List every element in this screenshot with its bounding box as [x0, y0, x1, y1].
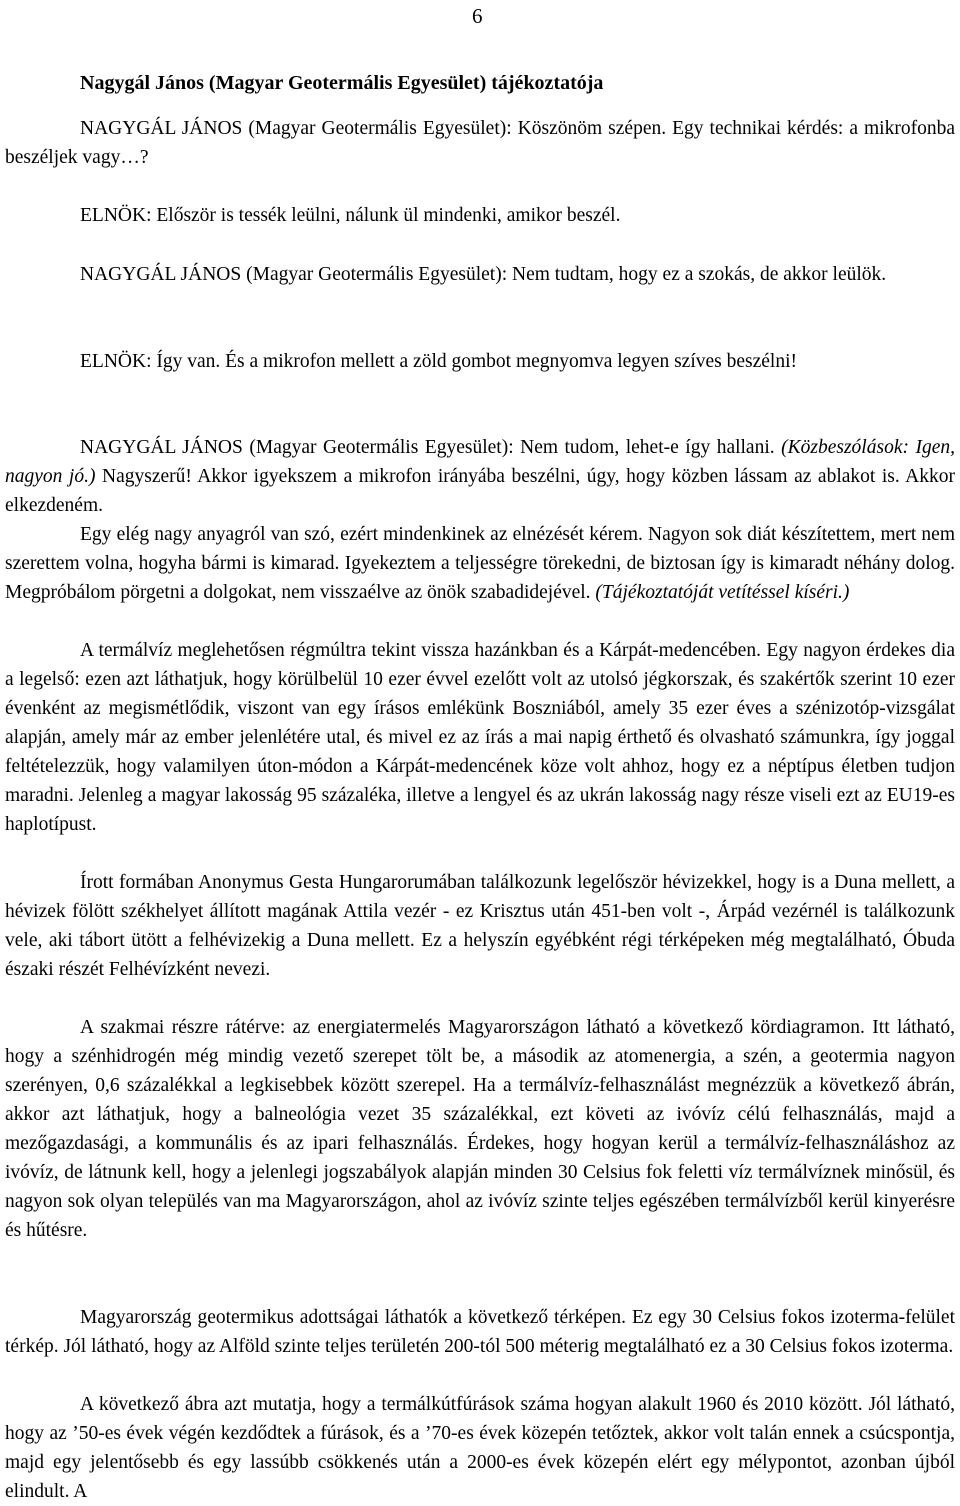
section-heading: Nagygál János (Magyar Geotermális Egyesület) tájékoztatója — [80, 72, 604, 94]
paragraph-5 — [5, 433, 955, 520]
paragraph-5-text-b: Nagyszerű! Akkor igyekszem a mikrofon irányába beszélni, úgy, hogy közben lássam az ablakot is. Akkor elkezdeném. — [5, 466, 955, 516]
paragraph-3: NAGYGÁL JÁNOS (Magyar Geotermális Egyesület): Nem tudtam, hogy ez a szokás, de akkor leülök. — [80, 264, 887, 285]
paragraph-9: A szakmai részre rátérve: az energiatermelés Magyarországon látható a következő kördiagramon. Itt látható, hogy a szénhidrogén még mindig vezető szerepet tölt be, a második az atomenergia, a szén, a geotermia nagyon szerényen, 0,6 százalékkal a legkisebbek között szerepel. Ha a termálvíz-felhasználást megnézzük a következő ábrán, akkor azt láthatjuk, hogy a balneológia vezet 35 százalékkal, ezt követi az ivóvíz célú felhasználás, majd a mezőgazdasági, a kommunális és az ipari felhasználás. Érdekes, hogy hogyan kerül a termálvíz-felhasználáshoz az ivóvíz, de látnunk kell, hogy a jelenlegi jogszabályok alapján minden 30 Celsius fok feletti víz termálvíznek minősül, és nagyon sok olyan település van ma Magyarországon, ahol az ivóvíz szinte teljes egészében termálvízből kerül kinyerésre és hűtésre. — [5, 1017, 955, 1241]
paragraph-1: NAGYGÁL JÁNOS (Magyar Geotermális Egyesület): Köszönöm szépen. Egy technikai kérdés: a mikrofonba beszéljek vagy…? — [5, 118, 955, 168]
paragraph-2: ELNÖK: Először is tessék leülni, nálunk ül mindenki, amikor beszél. — [80, 205, 621, 226]
paragraph-7: A termálvíz meglehetősen régmúltra tekint vissza hazánkban és a Kárpát-medencében. Egy nagyon érdekes dia a legelső: ezen azt láthatjuk, hogy körülbelül 10 ezer évvel ezelőtt volt az utolsó jégkorszak, és szakértők szerint 10 ezer évenként az megismétlődik, viszont van egy írásos emlékünk Boszniából, amely 35 ezer éves a szénizotóp-vizsgálat alapján, amely már az ember jelenlétére utal, és mivel ez az írás a mai napig érthető és olvasható számunkra, így joggal feltételezzük, hogy valamilyen úton-módon a Kárpát-medencének köze volt ahhoz, hogy ez a néptípus életben tudjon maradni. Jelenleg a magyar lakosság 95 százaléka, illetve a lengyel és az ukrán lakosság nagy része viseli ezt az EU19-es haplotípust. — [5, 640, 955, 835]
paragraph-4: ELNÖK: Így van. És a mikrofon mellett a zöld gombot megnyomva legyen szíves beszélni! — [80, 351, 797, 372]
paragraph-6 — [5, 520, 955, 607]
paragraph-5-text-a: NAGYGÁL JÁNOS (Magyar Geotermális Egyesület): Nem tudom, lehet-e így hallani. — [80, 437, 782, 458]
paragraph-5-interjection: (Közbeszólások: Igen, nagyon jó.) — [5, 437, 955, 487]
paragraph-10: Magyarország geotermikus adottságai láthatók a következő térképen. Ez egy 30 Celsius fokos izoterma-felület térkép. Jól látható, hogy az Alföld szinte teljes területén 200-tól 500 méterig megtalálható ez a 30 Celsius fokos izoterma. — [5, 1307, 955, 1357]
paragraph-8: Írott formában Anonymus Gesta Hungarorumában találkozunk legelőször hévizekkel, hogy is a Duna mellett, a hévizek fölött székhelyet állított magának Attila vezér - ez Krisztus után 451-ben volt -, Árpád vezérnél is találkozunk vele, aki tábort ütött a felhévizekig a Duna mellett. Ez a helyszín egyébként régi térképeken még megtalálható, Óbuda északi részét Felhévízként nevezi. — [5, 872, 955, 980]
paragraph-6-stage-note: (Tájékoztatóját vetítéssel kíséri.) — [595, 582, 850, 603]
paragraph-6-text: Egy elég nagy anyagról van szó, ezért mindenkinek az elnézését kérem. Nagyon sok diát készítettem, mert nem szerettem volna, hogyha bármi is kimarad. Igyekeztem a teljességre törekedni, de biztosan így is kimaradt néhány dolog. Megpróbálom pörgetni a dolgokat, nem visszaélve az önök szabadidejével. — [5, 524, 955, 603]
page-number: 6 — [472, 4, 483, 28]
paragraph-11: A következő ábra azt mutatja, hogy a termálkútfúrások száma hogyan alakult 1960 és 2010 között. Jól látható, hogy az ’50-es évek végén kezdődtek a fúrások, és a ’70-es évek közepén tetőztek, akkor volt talán ennek a csúcspontja, majd egy jelentősebb és egy lassúbb csökkenés után a 2000-es évek közepén elért egy mélypontot, azonban újból elindult. A — [5, 1394, 955, 1502]
